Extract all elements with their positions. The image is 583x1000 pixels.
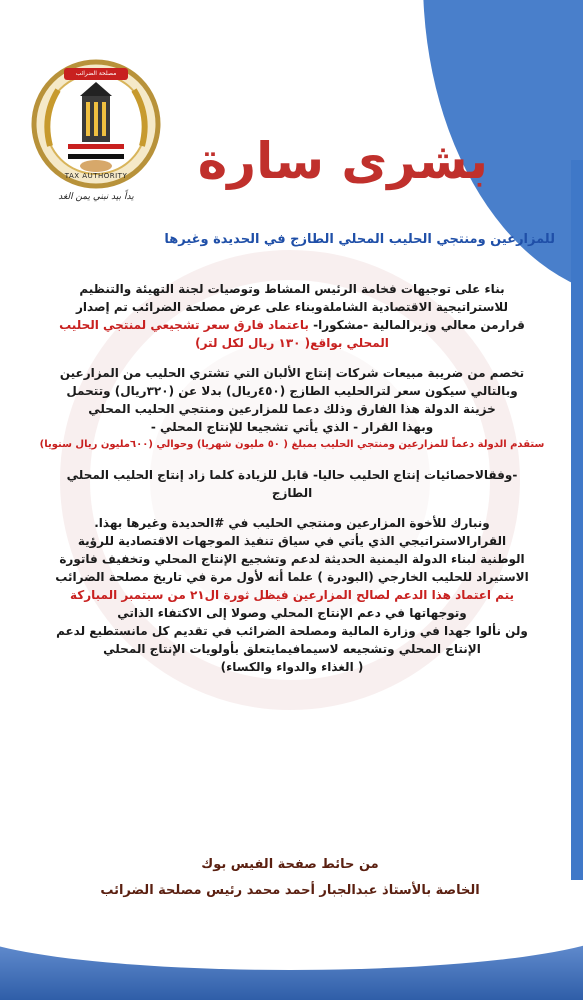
text-line: وتوجهاتها في دعم الإنتاج المحلي وصولا إلى الاكتفاء الذاتي: [117, 606, 467, 620]
text-line: تخصم من ضريبة مبيعات شركات إنتاج الألبان التي تشتري الحليب من المزارعين: [59, 366, 525, 380]
highlight-line: يتم اعتماد هذا الدعم لصالح المزارعين فيظل ثورة ال٢١ من سبتمبر المباركة: [69, 588, 515, 602]
headline: بشرى سارة: [197, 132, 488, 190]
footer-line-source: من حائط صفحة الفيس بوك: [201, 857, 379, 872]
text-line: الاستيراد للحليب الخارجي (البودرة ) علما أنه لأول مرة في تاريخ مصلحة الضرائب: [55, 570, 529, 584]
text-line: -وفقالاحصائيات إنتاج الحليب حاليا- قابل للزيادة كلما زاد إنتاج الحليب المحلي: [66, 468, 518, 482]
text-line: للاستراتيجية الاقتصادية الشاملةوبناء على عرض مصلحة الضرائب تم إصدار: [76, 300, 508, 314]
text-line: ونبارك للأخوة المزارعين ومنتجي الحليب في #الحديدة وغيرها بهذا.: [94, 516, 490, 530]
text-line: الطازج: [271, 486, 313, 500]
highlight-line: المحلي بواقع( ١٣٠ ريال لكل لتر): [195, 336, 389, 350]
right-blue-bar: [571, 160, 583, 920]
text-line: ولن نألوا جهدا في وزارة المالية ومصلحة الضرائب في تقديم كل مانستطيع لدعم: [56, 624, 528, 638]
seal-tax-authority-text: TAX AUTHORITY: [64, 172, 128, 180]
subtitle: للمزارعين ومنتجي الحليب المحلي الطازج في الحديدة وغيرها: [164, 232, 555, 247]
footer-line-author: الخاصة بالأستاذ عبدالجبار أحمد محمد رئيس مصلحة الضرائب: [100, 883, 480, 898]
text-line: خزينة الدولة هذا الفارق وذلك دعما للمزارعين ومنتجي الحليب المحلي: [88, 402, 496, 416]
text-line: ( الغذاء والدواء والكساء): [220, 660, 364, 674]
text-line: الوطنية لبناء الدولة اليمنية الحديثة لدعم وتشجيع الإنتاج المحلي وتخفيف فاتورة: [59, 552, 525, 566]
text-line: [22, 316, 562, 334]
highlight-line: ستقدم الدولة دعماً للمزارعين ومنتجي الحليب بمبلغ ( ٥٠ مليون شهريا) وحوالي (٦٠٠مليون ريال سنويا): [39, 439, 545, 450]
text-line: القرارالاستراتيجي الذي يأتي في سياق تنفيذ الموجهات الاقتصادية للرؤية: [77, 534, 507, 548]
text-line: الإنتاج المحلي وتشجيعه لاسيمافيمايتعلق بأولويات الإنتاج المحلي: [103, 642, 481, 656]
text-line: وبالتالي سيكون سعر لترالحليب الطازج (٤٥٠ريال) بدلا عن (٣٢٠ريال) وتتحمل: [66, 384, 518, 398]
seal-caption: يداً بيد نبني يمن الغد: [58, 192, 134, 202]
highlight-segment: باعتماد فارق سعر تشجيعي لمنتجي الحليب: [59, 318, 309, 332]
text-segment: قرارمن معالي وزيرالمالية -مشكورا-: [313, 318, 525, 332]
text-line: وبهذا القرار - الذي يأتي تشجيعا للإنتاج المحلي -: [150, 420, 434, 434]
seal-top-label: مصلحة الضرائب: [75, 70, 117, 77]
tax-authority-seal: [28, 56, 164, 192]
announcement-body: [22, 280, 562, 676]
footer-attribution: [40, 852, 540, 904]
text-line: بناء على توجيهات فخامة الرئيس المشاط وتوصيات لجنة التهيئة والتنظيم: [79, 282, 505, 296]
